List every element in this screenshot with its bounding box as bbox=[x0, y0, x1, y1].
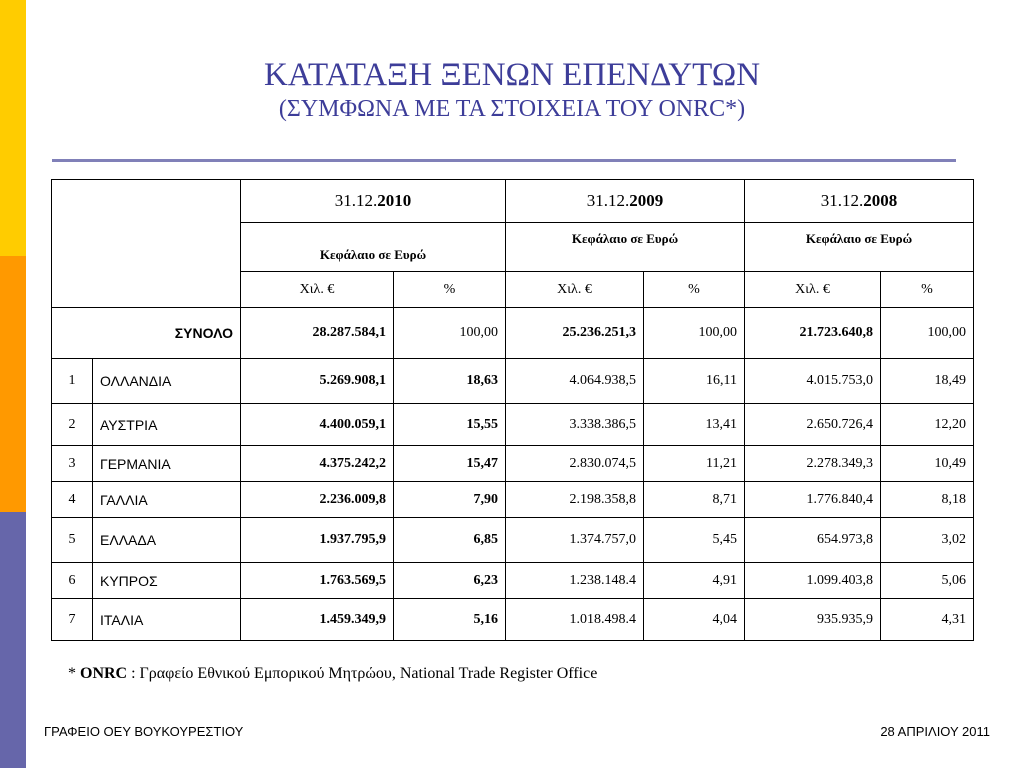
value-2009-cell: 1.018.498.4 bbox=[506, 599, 644, 641]
slide-title: ΚΑΤΑΤΑΞΗ ΞΕΝΩΝ ΕΠΕΝΔΥΤΩΝ bbox=[263, 57, 761, 93]
value-2009-cell: 2.830.074,5 bbox=[506, 446, 644, 482]
rank-cell: 6 bbox=[52, 563, 93, 599]
year-prefix: 31.12. bbox=[334, 191, 378, 210]
percent-2009-cell: 11,21 bbox=[644, 446, 745, 482]
table-row bbox=[52, 482, 974, 518]
year-prefix: 31.12. bbox=[820, 191, 864, 210]
percent-2009-cell: 13,41 bbox=[644, 404, 745, 446]
rank-cell: 7 bbox=[52, 599, 93, 641]
country-cell: ΟΛΛΑΝΔΙΑ bbox=[93, 359, 241, 404]
unit-header: Χιλ. € bbox=[241, 272, 394, 308]
total-value-2008: 21.723.640,8 bbox=[745, 308, 881, 359]
percent-2009-cell: 16,11 bbox=[644, 359, 745, 404]
slide-subtitle: (ΣΥΜΦΩΝΑ ΜΕ ΤΑ ΣΤΟΙΧΕΙΑ ΤΟΥ ONRC*) bbox=[278, 96, 746, 122]
value-2009-cell: 1.374.757,0 bbox=[506, 518, 644, 563]
value-2010-cell: 5.269.908,1 bbox=[241, 359, 394, 404]
rank-cell: 2 bbox=[52, 404, 93, 446]
capital-header-2009: Κεφάλαιο σε Ευρώ bbox=[506, 223, 745, 272]
value-2008-cell: 654.973,8 bbox=[745, 518, 881, 563]
percent-header: % bbox=[394, 272, 506, 308]
value-2010-cell: 1.459.349,9 bbox=[241, 599, 394, 641]
percent-header: % bbox=[881, 272, 974, 308]
year-value: 2010 bbox=[377, 191, 412, 210]
rank-cell: 3 bbox=[52, 446, 93, 482]
percent-2010-cell: 6,85 bbox=[394, 518, 506, 563]
year-header-2008 bbox=[745, 180, 974, 223]
accent-bar-orange bbox=[0, 256, 26, 512]
country-cell: ΙΤΑΛΙΑ bbox=[93, 599, 241, 641]
value-2010-cell: 4.400.059,1 bbox=[241, 404, 394, 446]
percent-2008-cell: 12,20 bbox=[881, 404, 974, 446]
total-percent-2009: 100,00 bbox=[644, 308, 745, 359]
value-2008-cell: 935.935,9 bbox=[745, 599, 881, 641]
country-cell: ΓΑΛΛΙΑ bbox=[93, 482, 241, 518]
total-value-2010: 28.287.584,1 bbox=[241, 308, 394, 359]
percent-2010-cell: 6,23 bbox=[394, 563, 506, 599]
total-percent-2008: 100,00 bbox=[881, 308, 974, 359]
value-2008-cell: 4.015.753,0 bbox=[745, 359, 881, 404]
value-2010-cell: 1.937.795,9 bbox=[241, 518, 394, 563]
year-prefix: 31.12. bbox=[586, 191, 630, 210]
capital-header-2008: Κεφάλαιο σε Ευρώ bbox=[745, 223, 974, 272]
slide-title-block bbox=[60, 56, 964, 124]
percent-2010-cell: 7,90 bbox=[394, 482, 506, 518]
percent-2008-cell: 18,49 bbox=[881, 359, 974, 404]
total-value-2009: 25.236.251,3 bbox=[506, 308, 644, 359]
percent-2008-cell: 10,49 bbox=[881, 446, 974, 482]
year-header-row bbox=[52, 180, 974, 223]
value-2008-cell: 2.650.726,4 bbox=[745, 404, 881, 446]
table-row bbox=[52, 563, 974, 599]
footer-date: 28 ΑΠΡΙΛΙΟΥ 2011 bbox=[880, 724, 990, 739]
table-row bbox=[52, 404, 974, 446]
value-2010-cell: 4.375.242,2 bbox=[241, 446, 394, 482]
value-2010-cell: 1.763.569,5 bbox=[241, 563, 394, 599]
capital-header-2010: Κεφάλαιο σε Ευρώ bbox=[241, 223, 506, 272]
value-2008-cell: 1.099.403,8 bbox=[745, 563, 881, 599]
percent-2010-cell: 5,16 bbox=[394, 599, 506, 641]
country-cell: ΓΕΡΜΑΝΙΑ bbox=[93, 446, 241, 482]
value-2009-cell: 4.064.938,5 bbox=[506, 359, 644, 404]
year-value: 2008 bbox=[863, 191, 898, 210]
percent-2008-cell: 4,31 bbox=[881, 599, 974, 641]
percent-2009-cell: 5,45 bbox=[644, 518, 745, 563]
unit-header: Χιλ. € bbox=[506, 272, 644, 308]
rank-cell: 5 bbox=[52, 518, 93, 563]
accent-bar-blue bbox=[0, 512, 26, 768]
rank-cell: 4 bbox=[52, 482, 93, 518]
value-2009-cell: 1.238.148.4 bbox=[506, 563, 644, 599]
country-cell: ΕΛΛΑΔΑ bbox=[93, 518, 241, 563]
rank-cell: 1 bbox=[52, 359, 93, 404]
value-2008-cell: 1.776.840,4 bbox=[745, 482, 881, 518]
total-label: ΣΥΝΟΛΟ bbox=[52, 308, 241, 359]
footnote bbox=[68, 665, 597, 683]
percent-2008-cell: 8,18 bbox=[881, 482, 974, 518]
percent-2010-cell: 15,55 bbox=[394, 404, 506, 446]
value-2010-cell: 2.236.009,8 bbox=[241, 482, 394, 518]
title-divider bbox=[52, 159, 956, 162]
percent-2009-cell: 8,71 bbox=[644, 482, 745, 518]
investors-table bbox=[51, 179, 974, 641]
percent-2010-cell: 18,63 bbox=[394, 359, 506, 404]
country-cell: ΚΥΠΡΟΣ bbox=[93, 563, 241, 599]
year-header-2010 bbox=[241, 180, 506, 223]
footnote-marker: * bbox=[68, 665, 76, 682]
table-row bbox=[52, 359, 974, 404]
percent-2009-cell: 4,91 bbox=[644, 563, 745, 599]
percent-header: % bbox=[644, 272, 745, 308]
total-row bbox=[52, 308, 974, 359]
percent-2010-cell: 15,47 bbox=[394, 446, 506, 482]
percent-2009-cell: 4,04 bbox=[644, 599, 745, 641]
year-value: 2009 bbox=[629, 191, 664, 210]
value-2009-cell: 3.338.386,5 bbox=[506, 404, 644, 446]
footer-office: ΓΡΑΦΕΙΟ ΟΕΥ ΒΟΥΚΟΥΡΕΣΤΙΟΥ bbox=[44, 724, 244, 739]
total-percent-2010: 100,00 bbox=[394, 308, 506, 359]
percent-2008-cell: 5,06 bbox=[881, 563, 974, 599]
corner-cell bbox=[52, 180, 241, 308]
footnote-abbr: ONRC bbox=[80, 665, 128, 682]
footnote-text: : Γραφείο Εθνικού Εμπορικού Μητρώου, National Trade Register Office bbox=[131, 665, 598, 682]
value-2009-cell: 2.198.358,8 bbox=[506, 482, 644, 518]
unit-header: Χιλ. € bbox=[745, 272, 881, 308]
country-cell: ΑΥΣΤΡΙΑ bbox=[93, 404, 241, 446]
accent-bar-yellow bbox=[0, 0, 26, 256]
table-row bbox=[52, 446, 974, 482]
percent-2008-cell: 3,02 bbox=[881, 518, 974, 563]
year-header-2009 bbox=[506, 180, 745, 223]
value-2008-cell: 2.278.349,3 bbox=[745, 446, 881, 482]
table-row bbox=[52, 599, 974, 641]
table-row bbox=[52, 518, 974, 563]
